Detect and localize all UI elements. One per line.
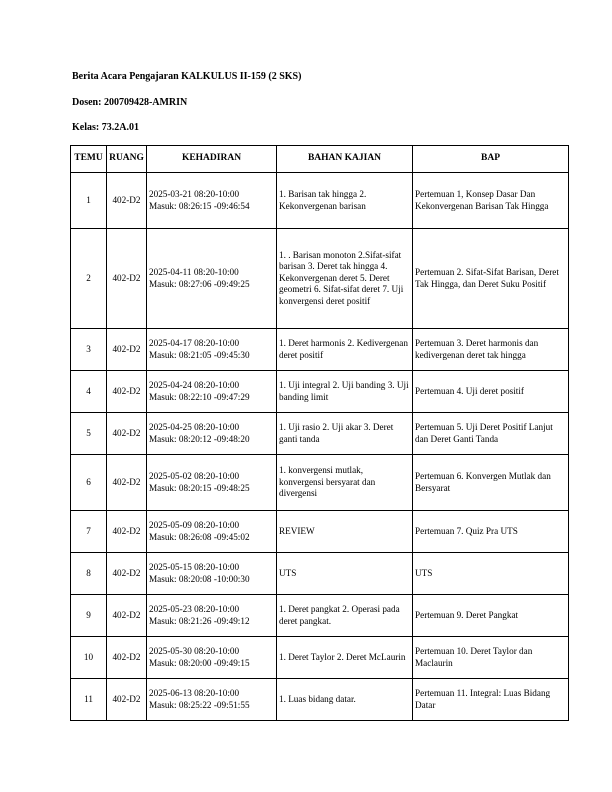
- cell-bahan-kajian: 1. Uji integral 2. Uji banding 3. Uji banding limit: [277, 371, 413, 413]
- document-title: Berita Acara Pengajaran KALKULUS II-159 (2 SKS): [72, 71, 302, 82]
- cell-ruang: 402-D2: [107, 329, 147, 371]
- table-row: [71, 595, 569, 637]
- table-row: [71, 553, 569, 595]
- cell-bap: Pertemuan 11. Integral: Luas Bidang Datar: [413, 679, 569, 721]
- check-in-time: Masuk: 08:20:08 -10:00:30: [149, 573, 250, 584]
- cell-temu: 2: [71, 229, 107, 329]
- cell-kehadiran: [147, 637, 277, 679]
- cell-temu: 11: [71, 679, 107, 721]
- schedule-time: 2025-04-11 08:20-10:00: [149, 267, 239, 277]
- class-line: Kelas: 73.2A.01: [72, 122, 139, 133]
- check-in-time: Masuk: 08:20:00 -09:49:15: [149, 657, 250, 668]
- cell-ruang: 402-D2: [107, 595, 147, 637]
- cell-temu: 3: [71, 329, 107, 371]
- cell-bahan-kajian: 1. Luas bidang datar.: [277, 679, 413, 721]
- cell-bap: Pertemuan 3. Deret harmonis dan kedivergenan deret tak hingga: [413, 329, 569, 371]
- table-row: [71, 511, 569, 553]
- lecturer-line: Dosen: 200709428-AMRIN: [72, 97, 188, 108]
- check-in-time: Masuk: 08:26:08 -09:45:02: [149, 531, 250, 542]
- column-header-kehadiran: KEHADIRAN: [147, 146, 277, 173]
- table-header-row: [71, 146, 569, 173]
- cell-bahan-kajian: 1. Barisan tak hingga 2. Kekonvergenan barisan: [277, 173, 413, 229]
- cell-bap: Pertemuan 7. Quiz Pra UTS: [413, 511, 569, 553]
- cell-bap: UTS: [413, 553, 569, 595]
- cell-kehadiran: [147, 553, 277, 595]
- table-row: [71, 371, 569, 413]
- cell-temu: 6: [71, 455, 107, 511]
- column-header-bap: BAP: [413, 146, 569, 173]
- check-in-time: Masuk: 08:20:12 -09:48:20: [149, 433, 250, 444]
- cell-temu: 1: [71, 173, 107, 229]
- cell-bap: Pertemuan 10. Deret Taylor dan Maclaurin: [413, 637, 569, 679]
- attendance-table: [70, 145, 569, 721]
- table-row: [71, 637, 569, 679]
- cell-ruang: 402-D2: [107, 229, 147, 329]
- cell-temu: 8: [71, 553, 107, 595]
- cell-bahan-kajian: 1. Deret pangkat 2. Operasi pada deret pangkat.: [277, 595, 413, 637]
- table-row: [71, 329, 569, 371]
- cell-ruang: 402-D2: [107, 455, 147, 511]
- check-in-time: Masuk: 08:22:10 -09:47:29: [149, 391, 250, 402]
- cell-bahan-kajian: UTS: [277, 553, 413, 595]
- cell-bahan-kajian: 1. konvergensi mutlak, konvergensi bersyarat dan divergensi: [277, 455, 413, 511]
- cell-bahan-kajian: 1. Deret harmonis 2. Kedivergenan deret positif: [277, 329, 413, 371]
- cell-bap: Pertemuan 9. Deret Pangkat: [413, 595, 569, 637]
- schedule-time: 2025-03-21 08:20-10:00: [149, 189, 240, 199]
- column-header-bahan-kajian: BAHAN KAJIAN: [277, 146, 413, 173]
- cell-ruang: 402-D2: [107, 371, 147, 413]
- schedule-time: 2025-05-30 08:20-10:00: [149, 646, 240, 656]
- schedule-time: 2025-04-17 08:20-10:00: [149, 338, 240, 348]
- cell-kehadiran: [147, 229, 277, 329]
- check-in-time: Masuk: 08:27:06 -09:49:25: [149, 278, 250, 289]
- cell-kehadiran: [147, 595, 277, 637]
- table-row: [71, 413, 569, 455]
- check-in-time: Masuk: 08:20:15 -09:48:25: [149, 482, 250, 493]
- cell-bap: Pertemuan 2. Sifat-Sifat Barisan, Deret Tak Hingga, dan Deret Suku Positif: [413, 229, 569, 329]
- cell-bap: Pertemuan 4. Uji deret positif: [413, 371, 569, 413]
- cell-ruang: 402-D2: [107, 637, 147, 679]
- cell-bahan-kajian: 1. . Barisan monoton 2.Sifat-sifat barisan 3. Deret tak hingga 4. Kekonvergenan deret 5. Deret geometri 6. Sifat-sifat deret 7. Uji konvergensi deret positif: [277, 229, 413, 329]
- cell-ruang: 402-D2: [107, 553, 147, 595]
- cell-bap: Pertemuan 1, Konsep Dasar Dan Kekonvergenan Barisan Tak Hingga: [413, 173, 569, 229]
- cell-temu: 5: [71, 413, 107, 455]
- check-in-time: Masuk: 08:26:15 -09:46:54: [149, 200, 250, 211]
- cell-kehadiran: [147, 455, 277, 511]
- check-in-time: Masuk: 08:21:05 -09:45:30: [149, 349, 250, 360]
- cell-temu: 4: [71, 371, 107, 413]
- cell-kehadiran: [147, 511, 277, 553]
- cell-ruang: 402-D2: [107, 413, 147, 455]
- schedule-time: 2025-05-23 08:20-10:00: [149, 604, 240, 614]
- cell-kehadiran: [147, 371, 277, 413]
- cell-kehadiran: [147, 173, 277, 229]
- cell-ruang: 402-D2: [107, 679, 147, 721]
- table-body: [71, 173, 569, 721]
- cell-kehadiran: [147, 413, 277, 455]
- cell-kehadiran: [147, 679, 277, 721]
- cell-bap: Pertemuan 5. Uji Deret Positif Lanjut dan Deret Ganti Tanda: [413, 413, 569, 455]
- schedule-time: 2025-04-25 08:20-10:00: [149, 422, 240, 432]
- cell-bahan-kajian: 1. Uji rasio 2. Uji akar 3. Deret ganti tanda: [277, 413, 413, 455]
- schedule-time: 2025-05-09 08:20-10:00: [149, 520, 240, 530]
- cell-ruang: 402-D2: [107, 511, 147, 553]
- cell-ruang: 402-D2: [107, 173, 147, 229]
- table-row: [71, 679, 569, 721]
- column-header-ruang: RUANG: [107, 146, 147, 173]
- cell-kehadiran: [147, 329, 277, 371]
- cell-temu: 9: [71, 595, 107, 637]
- schedule-time: 2025-06-13 08:20-10:00: [149, 688, 240, 698]
- schedule-time: 2025-04-24 08:20-10:00: [149, 380, 240, 390]
- table-row: [71, 229, 569, 329]
- check-in-time: Masuk: 08:25:22 -09:51:55: [149, 699, 250, 710]
- cell-bahan-kajian: REVIEW: [277, 511, 413, 553]
- schedule-time: 2025-05-15 08:20-10:00: [149, 562, 240, 572]
- check-in-time: Masuk: 08:21:26 -09:49:12: [149, 615, 250, 626]
- table-row: [71, 455, 569, 511]
- table-row: [71, 173, 569, 229]
- cell-temu: 10: [71, 637, 107, 679]
- cell-temu: 7: [71, 511, 107, 553]
- cell-bap: Pertemuan 6. Konvergen Mutlak dan Bersyarat: [413, 455, 569, 511]
- schedule-time: 2025-05-02 08:20-10:00: [149, 471, 240, 481]
- cell-bahan-kajian: 1. Deret Taylor 2. Deret McLaurin: [277, 637, 413, 679]
- column-header-temu: TEMU: [71, 146, 107, 173]
